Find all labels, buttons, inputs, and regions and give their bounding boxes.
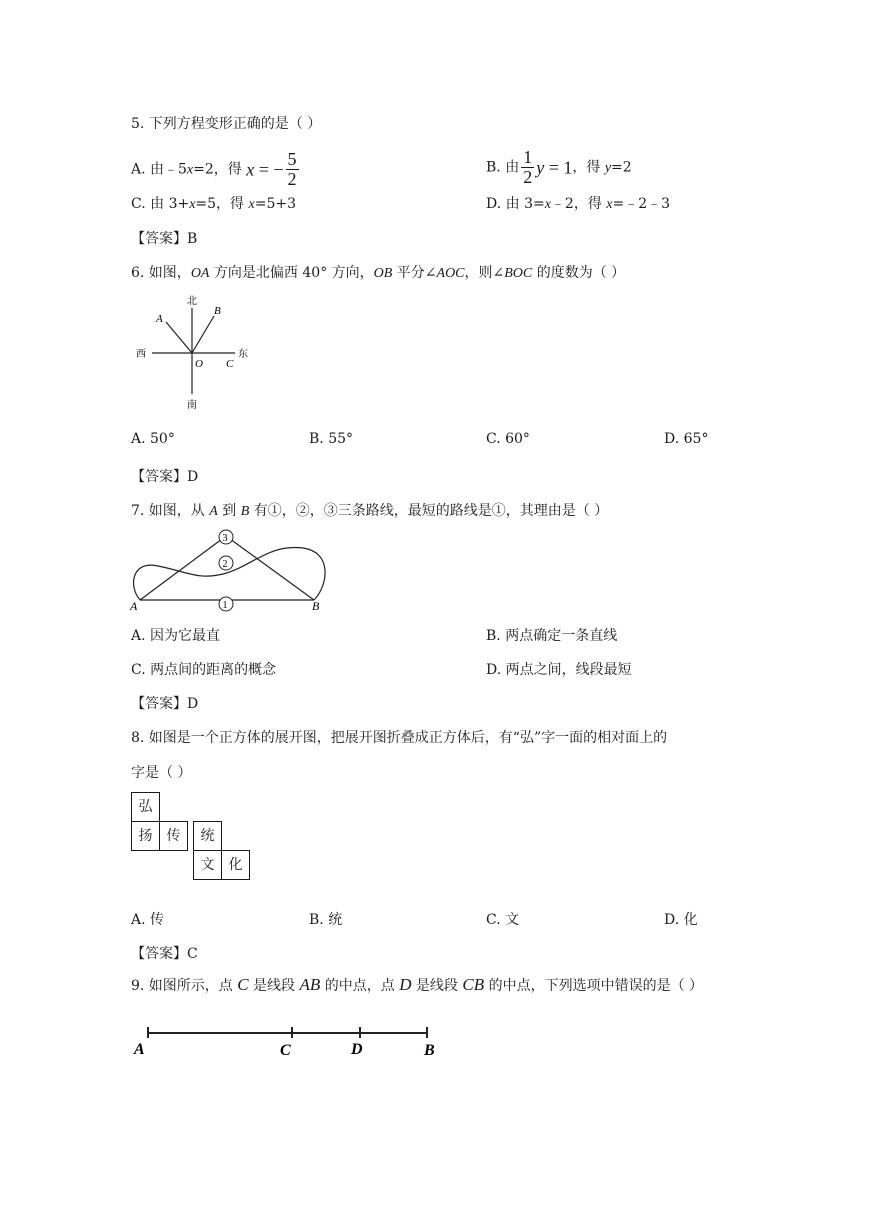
q8-option-a: A. 传 <box>131 912 165 928</box>
q5-b-label: B. 由 <box>486 159 520 176</box>
q8-cell-chuan: 传 <box>159 821 188 851</box>
q7-marker-2-text: 2 <box>222 559 228 570</box>
q6-label-north: 北 <box>187 296 197 307</box>
q9-label-a: A <box>134 1041 145 1058</box>
q5-a-fraction: $\frac{5}{2}$ <box>287 149 297 189</box>
q6-option-d: D. 65° <box>664 431 709 447</box>
q5-a-mid: =2，得 <box>193 161 247 178</box>
q5-b-tail-var: y <box>604 160 612 176</box>
q8-cell-tong: 统 <box>193 821 222 851</box>
q5-b-tail-post: =2 <box>611 159 632 176</box>
q7-label-a: A <box>130 599 138 613</box>
q5-a-label: A. 由﹣5 <box>131 161 187 178</box>
q5-answer: 【答案】B <box>131 231 198 247</box>
q8-stem-line2: 字是（ ） <box>131 765 192 781</box>
q9-segment-figure <box>128 1022 448 1062</box>
q5-b-fraction: $\frac{1}{2}$ <box>523 147 533 187</box>
q6-label-south: 南 <box>187 400 197 411</box>
q7-marker-3-text: 3 <box>222 533 228 544</box>
q6-ray-oa <box>166 322 192 353</box>
q5-option-a <box>131 150 301 189</box>
q6-label-east: 东 <box>238 349 248 360</box>
q6-label-b: B <box>214 305 221 317</box>
q8-cell-wen: 文 <box>193 850 222 880</box>
q9-label-d: D <box>351 1041 363 1058</box>
q6-answer: 【答案】D <box>131 469 199 485</box>
q5-a-math-lhs: x <box>246 159 255 180</box>
q9-stem: 9. 如图所示，点 C 是线段 AB 的中点，点 D 是线段 CB 的中点，下列选项中错误的是（ ） <box>131 975 704 994</box>
q9-label-b: B <box>424 1042 435 1059</box>
q5-a-var: x <box>186 162 194 178</box>
q5-option-d: D. 由 3=x﹣2，得 x=﹣2﹣3 <box>486 196 671 212</box>
q8-stem-line1: 8. 如图是一个正方体的展开图，把展开图折叠成正方体后，有“弘”字一面的相对面上的 <box>131 730 668 746</box>
q6-compass-figure <box>130 292 250 414</box>
q6-label-c: C <box>226 358 234 370</box>
q7-marker-1-text: 1 <box>222 600 228 611</box>
q6-label-a: A <box>156 313 163 325</box>
q7-label-b: B <box>312 599 320 613</box>
q6-option-c: C. 60° <box>486 431 530 447</box>
q7-option-d: D. 两点之间，线段最短 <box>486 662 632 678</box>
q8-cell-hua: 化 <box>221 850 250 880</box>
q5-b-math: y <box>536 157 545 178</box>
q7-route-2 <box>134 548 326 600</box>
q6-option-b: B. 55° <box>309 431 354 447</box>
q6-stem: 6. 如图，OA 方向是北偏西 40° 方向，OB 平分∠AOC，则∠BOC 的度数为（ ） <box>131 265 626 281</box>
q7-option-b: B. 两点确定一条直线 <box>486 628 618 644</box>
q8-cube-net <box>131 792 253 898</box>
q6-label-o: O <box>195 358 203 370</box>
q7-option-c: C. 两点间的距离的概念 <box>131 662 277 678</box>
q5-option-c: C. 由 3+x=5，得 x=5+3 <box>131 196 297 212</box>
q9-label-c: C <box>280 1042 291 1059</box>
q8-option-c: C. 文 <box>486 912 520 928</box>
q6-option-a: A. 50° <box>131 431 175 447</box>
q7-stem: 7. 如图，从 A 到 B 有①，②，③三条路线，最短的路线是①，其理由是（ ） <box>131 503 609 519</box>
q6-ray-ob <box>192 316 214 353</box>
q8-option-d: D. 化 <box>664 912 698 928</box>
q5-option-b <box>486 148 632 187</box>
q6-label-west: 西 <box>136 349 146 360</box>
q5-a-math-eq: = − <box>254 159 284 180</box>
q8-answer: 【答案】C <box>131 946 198 962</box>
q5-b-math-eq: = 1 <box>544 157 573 178</box>
q7-answer: 【答案】D <box>131 696 199 712</box>
q7-routes-figure <box>128 526 338 616</box>
q8-cell-yang: 扬 <box>131 821 160 851</box>
q8-option-b: B. 统 <box>309 912 343 928</box>
q8-cell-hong: 弘 <box>131 792 160 822</box>
q7-option-a: A. 因为它最直 <box>131 628 221 644</box>
q5-b-tail-pre: ，得 <box>572 159 605 176</box>
q5-stem: 5. 下列方程变形正确的是（ ） <box>131 116 322 132</box>
